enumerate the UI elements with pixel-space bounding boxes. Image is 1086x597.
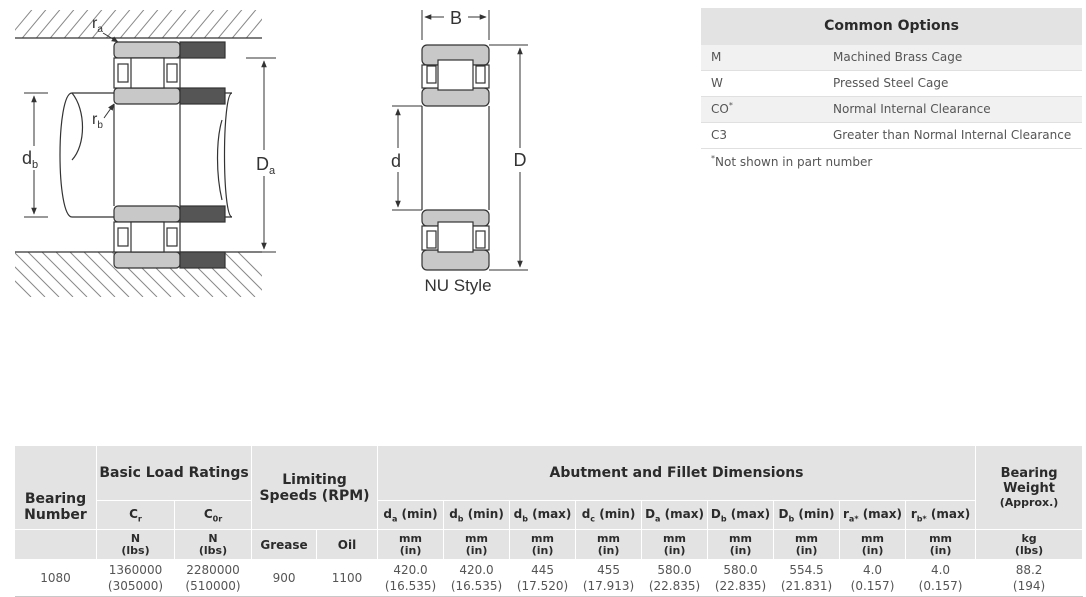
cell-dc-min: 455 (17.913) bbox=[576, 560, 642, 597]
cell-bearing-number: 1080 bbox=[15, 560, 97, 597]
shaft bbox=[60, 93, 232, 217]
header-Db-max: $D_b$ (max) bbox=[708, 501, 774, 530]
unit-dim: mm (in) bbox=[840, 530, 906, 560]
nu-style-bearing bbox=[422, 45, 489, 270]
header-basic-load-ratings: Basic Load Ratings bbox=[97, 446, 252, 501]
header-db-max: $d_b$ (max) bbox=[510, 501, 576, 530]
header-rb-max: $r_{b*}$ (max) bbox=[906, 501, 976, 530]
header-grease: Grease bbox=[252, 530, 317, 560]
option-code: CO* bbox=[711, 101, 733, 116]
unit-load: N (lbs) bbox=[97, 530, 175, 560]
header-Db-min: $D_b$ (min) bbox=[774, 501, 840, 530]
header-da-min: $d_a$ (min) bbox=[378, 501, 444, 530]
cell-Da-max: 580.0 (22.835) bbox=[642, 560, 708, 597]
cell-ra-max: 4.0 (0.157) bbox=[840, 560, 906, 597]
common-options-title: Common Options bbox=[701, 8, 1082, 45]
header-c0r: $C_{0r}$ bbox=[175, 501, 252, 530]
option-code: C3 bbox=[711, 128, 728, 142]
unit-dim: mm (in) bbox=[642, 530, 708, 560]
housing-hatch-top bbox=[0, 0, 278, 48]
header-bearing-number: Bearing Number bbox=[15, 446, 97, 530]
option-row bbox=[701, 123, 1082, 149]
option-row bbox=[701, 45, 1082, 71]
bearing-diagram bbox=[0, 0, 560, 310]
header-abutment-dimensions: Abutment and Fillet Dimensions bbox=[378, 446, 976, 501]
cell-da-min: 420.0 (16.535) bbox=[378, 560, 444, 597]
bearing-spec-table bbox=[14, 445, 1083, 597]
unit-dim: mm (in) bbox=[906, 530, 976, 560]
cell-grease: 900 bbox=[252, 560, 317, 597]
cell-cr: 1360000 (305000) bbox=[97, 560, 175, 597]
cell-Db-max: 580.0 (22.835) bbox=[708, 560, 774, 597]
Da-label: $D_a$ bbox=[256, 154, 276, 177]
header-limiting-speeds: Limiting Speeds (RPM) bbox=[252, 446, 378, 530]
unit-dim: mm (in) bbox=[444, 530, 510, 560]
D-label: D bbox=[513, 150, 527, 170]
cell-db-min: 420.0 (16.535) bbox=[444, 560, 510, 597]
table-row bbox=[15, 560, 1083, 597]
unit-dim: mm (in) bbox=[576, 530, 642, 560]
header-dc-min: $d_c$ (min) bbox=[576, 501, 642, 530]
unit-dim: mm (in) bbox=[708, 530, 774, 560]
header-db-min: $d_b$ (min) bbox=[444, 501, 510, 530]
unit-load: N (lbs) bbox=[175, 530, 252, 560]
header-ra-max: $r_{a*}$ (max) bbox=[840, 501, 906, 530]
unit-dim: mm (in) bbox=[378, 530, 444, 560]
option-code: W bbox=[711, 76, 723, 90]
bearing-section-lower bbox=[114, 206, 225, 268]
option-desc: Greater than Normal Internal Clearance bbox=[833, 128, 1072, 142]
db-label: $d_b$ bbox=[22, 148, 39, 171]
unit-dim: mm (in) bbox=[510, 530, 576, 560]
option-row bbox=[701, 97, 1082, 123]
rb-label: $r_b$ bbox=[92, 111, 103, 131]
bearing-section-upper bbox=[114, 42, 225, 104]
header-units-blank bbox=[15, 530, 97, 560]
cell-db-max: 445 (17.520) bbox=[510, 560, 576, 597]
options-footnote: *Not shown in part number bbox=[711, 154, 873, 169]
common-options-table bbox=[701, 8, 1082, 169]
header-bearing-weight: Bearing Weight (Approx.) bbox=[976, 446, 1083, 530]
nu-style-label: NU Style bbox=[424, 276, 492, 295]
rb-leader bbox=[104, 104, 114, 118]
cell-Db-min: 554.5 (21.831) bbox=[774, 560, 840, 597]
d-label: d bbox=[390, 151, 402, 171]
header-Da-max: $D_a$ (max) bbox=[642, 501, 708, 530]
option-row bbox=[701, 71, 1082, 97]
option-desc: Normal Internal Clearance bbox=[833, 102, 991, 116]
unit-dim: mm (in) bbox=[774, 530, 840, 560]
option-desc: Pressed Steel Cage bbox=[833, 76, 949, 90]
option-desc: Machined Brass Cage bbox=[833, 50, 963, 64]
cell-rb-max: 4.0 (0.157) bbox=[906, 560, 976, 597]
B-label: B bbox=[449, 8, 463, 28]
ra-label: $r_a$ bbox=[92, 15, 103, 35]
option-code: M bbox=[711, 50, 722, 64]
cell-oil: 1100 bbox=[317, 560, 378, 597]
cell-c0r: 2280000 (510000) bbox=[175, 560, 252, 597]
unit-weight: kg (lbs) bbox=[976, 530, 1083, 560]
header-cr: $C_r$ bbox=[97, 501, 175, 530]
cell-weight: 88.2 (194) bbox=[976, 560, 1083, 597]
header-oil: Oil bbox=[317, 530, 378, 560]
